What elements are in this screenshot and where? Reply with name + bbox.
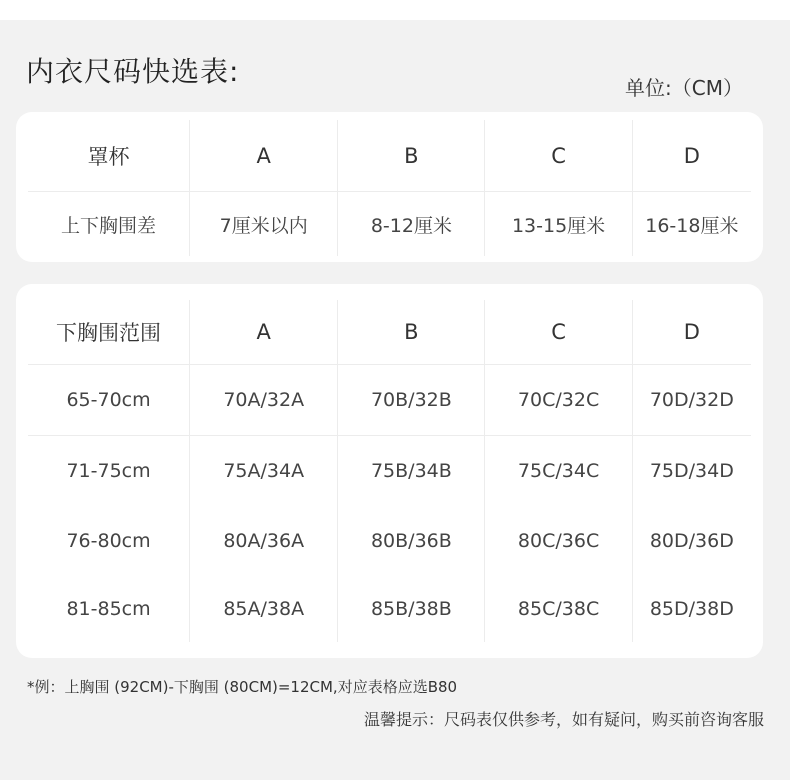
table-cell: 85A/38A	[190, 576, 338, 642]
table-cell: 75A/34A	[190, 436, 338, 506]
table-cell: 85B/38B	[338, 576, 485, 642]
table-cell: 7厘米以内	[190, 192, 338, 256]
header-cell: C	[485, 120, 632, 191]
table-cell: 70D/32D	[649, 389, 734, 411]
table-cell: 80B/36B	[338, 506, 485, 576]
table-cell: 71-75cm	[28, 436, 190, 506]
table-cell: 8-12厘米	[338, 192, 485, 256]
table-cell: 80C/36C	[485, 506, 632, 576]
table-row	[28, 365, 751, 436]
size-chart-table	[16, 284, 763, 658]
table-row	[28, 506, 751, 576]
unit-label: 单位:（CM）	[625, 76, 743, 100]
table-cell: 上下胸围差	[28, 192, 190, 256]
table-header-row	[28, 300, 751, 365]
table-cell: 70A/32A	[190, 365, 338, 435]
header-cell: D	[683, 143, 700, 168]
header-cell: D	[683, 320, 700, 344]
table-cell: 80A/36A	[190, 506, 338, 576]
tip-note: 温馨提示：尺码表仅供参考，如有疑问，购买前咨询客服	[363, 710, 764, 729]
table-row	[28, 192, 751, 256]
header-cell: 罩杯	[28, 120, 190, 191]
table-header-row	[28, 120, 751, 192]
header-cell: C	[485, 300, 632, 364]
page-title: 内衣尺码快选表:	[26, 55, 240, 88]
header-cell: A	[190, 300, 338, 364]
example-note: *例：上胸围 (92CM)-下胸围 (80CM)=12CM,对应表格应选B80	[27, 678, 458, 696]
header-cell: 下胸围范围	[28, 300, 190, 364]
header-cell: A	[190, 120, 338, 191]
table-row	[28, 576, 751, 642]
table-cell: 70C/32C	[485, 365, 632, 435]
table-cell: 81-85cm	[28, 576, 190, 642]
cup-difference-table	[16, 112, 763, 262]
header-cell: B	[338, 120, 485, 191]
header-cell: B	[338, 300, 485, 364]
table-cell: 85C/38C	[485, 576, 632, 642]
table-cell: 65-70cm	[28, 365, 190, 435]
table-row	[28, 436, 751, 506]
table-cell: 16-18厘米	[645, 214, 739, 237]
table-cell: 70B/32B	[338, 365, 485, 435]
table-cell: 85D/38D	[649, 598, 734, 620]
table-cell: 75D/34D	[649, 460, 734, 482]
table-cell: 75B/34B	[338, 436, 485, 506]
table-cell: 76-80cm	[28, 506, 190, 576]
table-cell: 80D/36D	[649, 530, 734, 552]
table-cell: 13-15厘米	[485, 192, 632, 256]
table-cell: 75C/34C	[485, 436, 632, 506]
